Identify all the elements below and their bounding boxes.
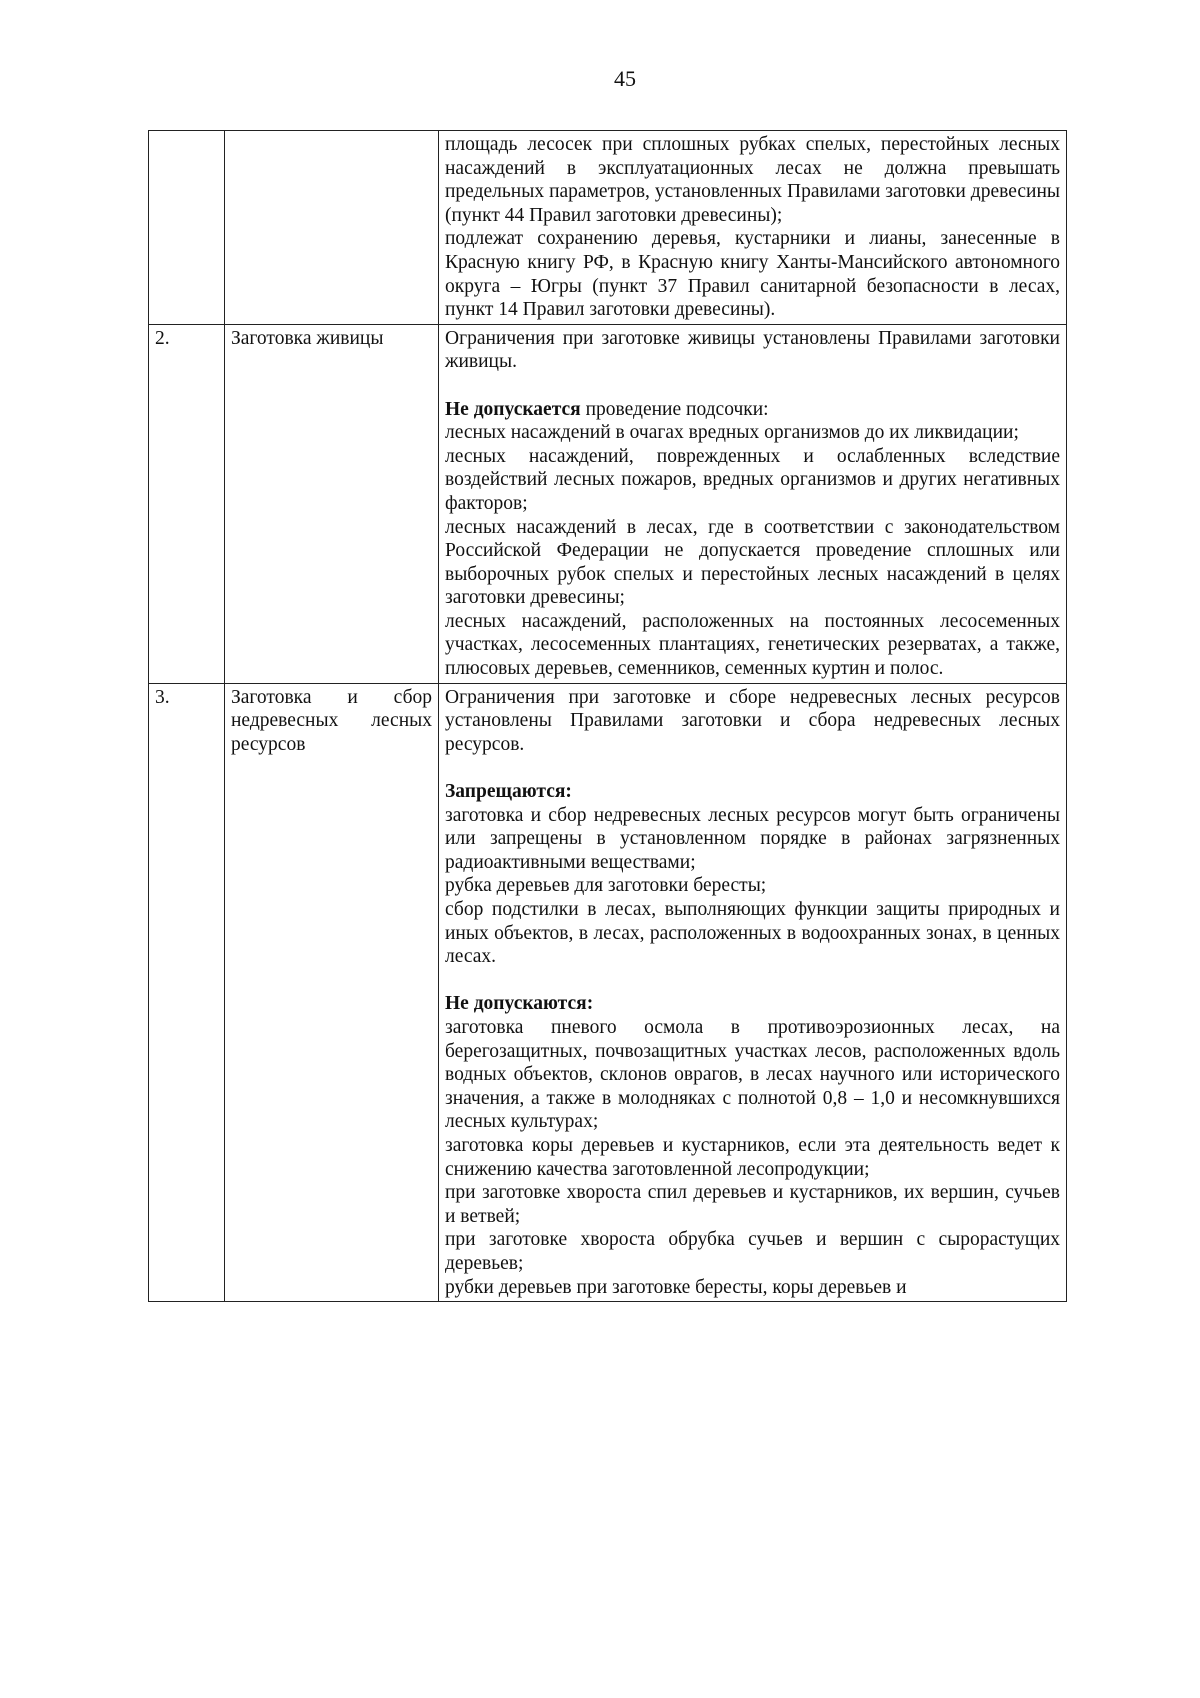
list-item: рубка деревьев для заготовки бересты; <box>445 875 767 897</box>
list-item: лесных насаждений, расположенных на постоянных лесосеменных участках, лесосеменных плантациях, генетических резерватах, а также, плюсовых деревьев, семенников, семенных куртин и полос. <box>445 610 1060 680</box>
table-row <box>149 324 1067 683</box>
list-item: лесных насаждений, поврежденных и ослабленных вследствие воздействий лесных пожаров, вредных организмов и других негативных факторов; <box>445 445 1060 514</box>
activity-type <box>225 131 439 325</box>
section-heading: Не допускаются: <box>445 993 594 1015</box>
list-item: лесных насаждений в лесах, где в соответствии с законодательством Российской Федерации не допускается проведение сплошных или выборочных рубок спелых и перестойных лесных насаждений в целях заготовки древесины; <box>445 516 1060 609</box>
section-heading: Запрещаются: <box>445 781 572 803</box>
paragraph: подлежат сохранению деревья, кустарники и лианы, занесенные в Красную книгу РФ, в Красную книгу Ханты-Мансийского автономного округа – Югры (пункт 37 Правил санитарной безопасности в лесах, пункт 14 Правил заготовки древесины). <box>445 228 1060 321</box>
row-number <box>149 131 225 325</box>
section-heading <box>445 398 1060 422</box>
list-item: сбор подстилки в лесах, выполняющих функции защиты природных и иных объектов, в лесах, расположенных в водоохранных зонах, в ценных лесах. <box>445 899 1060 968</box>
restrictions-table <box>148 130 1067 1302</box>
intro-paragraph: Ограничения при заготовке живицы установлены Правилами заготовки живицы. <box>445 327 1060 373</box>
row-number: 2. <box>149 324 225 683</box>
list-item: заготовка коры деревьев и кустарников, если эта деятельность ведет к снижению качества заготовленной лесопродукции; <box>445 1134 1060 1180</box>
heading-bold: Не допускается <box>445 398 581 420</box>
list-item: заготовка и сбор недревесных лесных ресурсов могут быть ограничены или запрещены в установленном порядке в районах загрязненных радиоактивными веществами; <box>445 804 1060 873</box>
list-item: рубки деревьев при заготовке бересты, коры деревьев и <box>445 1276 907 1298</box>
list-item: лесных насаждений в очагах вредных организмов до их ликвидации; <box>445 422 1019 444</box>
activity-type: Заготовка и сбор недревесных лесных ресурсов <box>225 683 439 1301</box>
restrictions-cell <box>439 683 1067 1301</box>
page-number: 45 <box>614 66 636 91</box>
restrictions-cell <box>439 131 1067 325</box>
intro-paragraph: Ограничения при заготовке и сборе недревесных лесных ресурсов установлены Правилами заготовки и сбора недревесных лесных ресурсов. <box>445 686 1060 755</box>
list-item: при заготовке хвороста спил деревьев и кустарников, их вершин, сучьев и ветвей; <box>445 1182 1060 1227</box>
list-item: при заготовке хвороста обрубка сучьев и вершин с сырорастущих деревьев; <box>445 1229 1060 1274</box>
activity-type: Заготовка живицы <box>225 324 439 683</box>
paragraph: площадь лесосек при сплошных рубках спелых, перестойных лесных насаждений в эксплуатационных лесах не должна превышать предельных параметров, установленных Правилами заготовки древесины (пункт 44 Правил заготовки древесины); <box>445 134 1060 226</box>
heading-rest: проведение подсочки: <box>580 398 769 420</box>
table-row <box>149 683 1067 1301</box>
table-row <box>149 131 1067 325</box>
list-item: заготовка пневого осмола в противоэрозионных лесах, на берегозащитных, почвозащитных участках лесов, расположенных вдоль водных объектов, склонов оврагов, в лесах научного или исторического значения, а также в молодняках с полнотой 0,8 – 1,0 и несомкнувшихся лесных культурах; <box>445 1016 1060 1133</box>
row-number: 3. <box>149 683 225 1301</box>
restrictions-cell <box>439 324 1067 683</box>
